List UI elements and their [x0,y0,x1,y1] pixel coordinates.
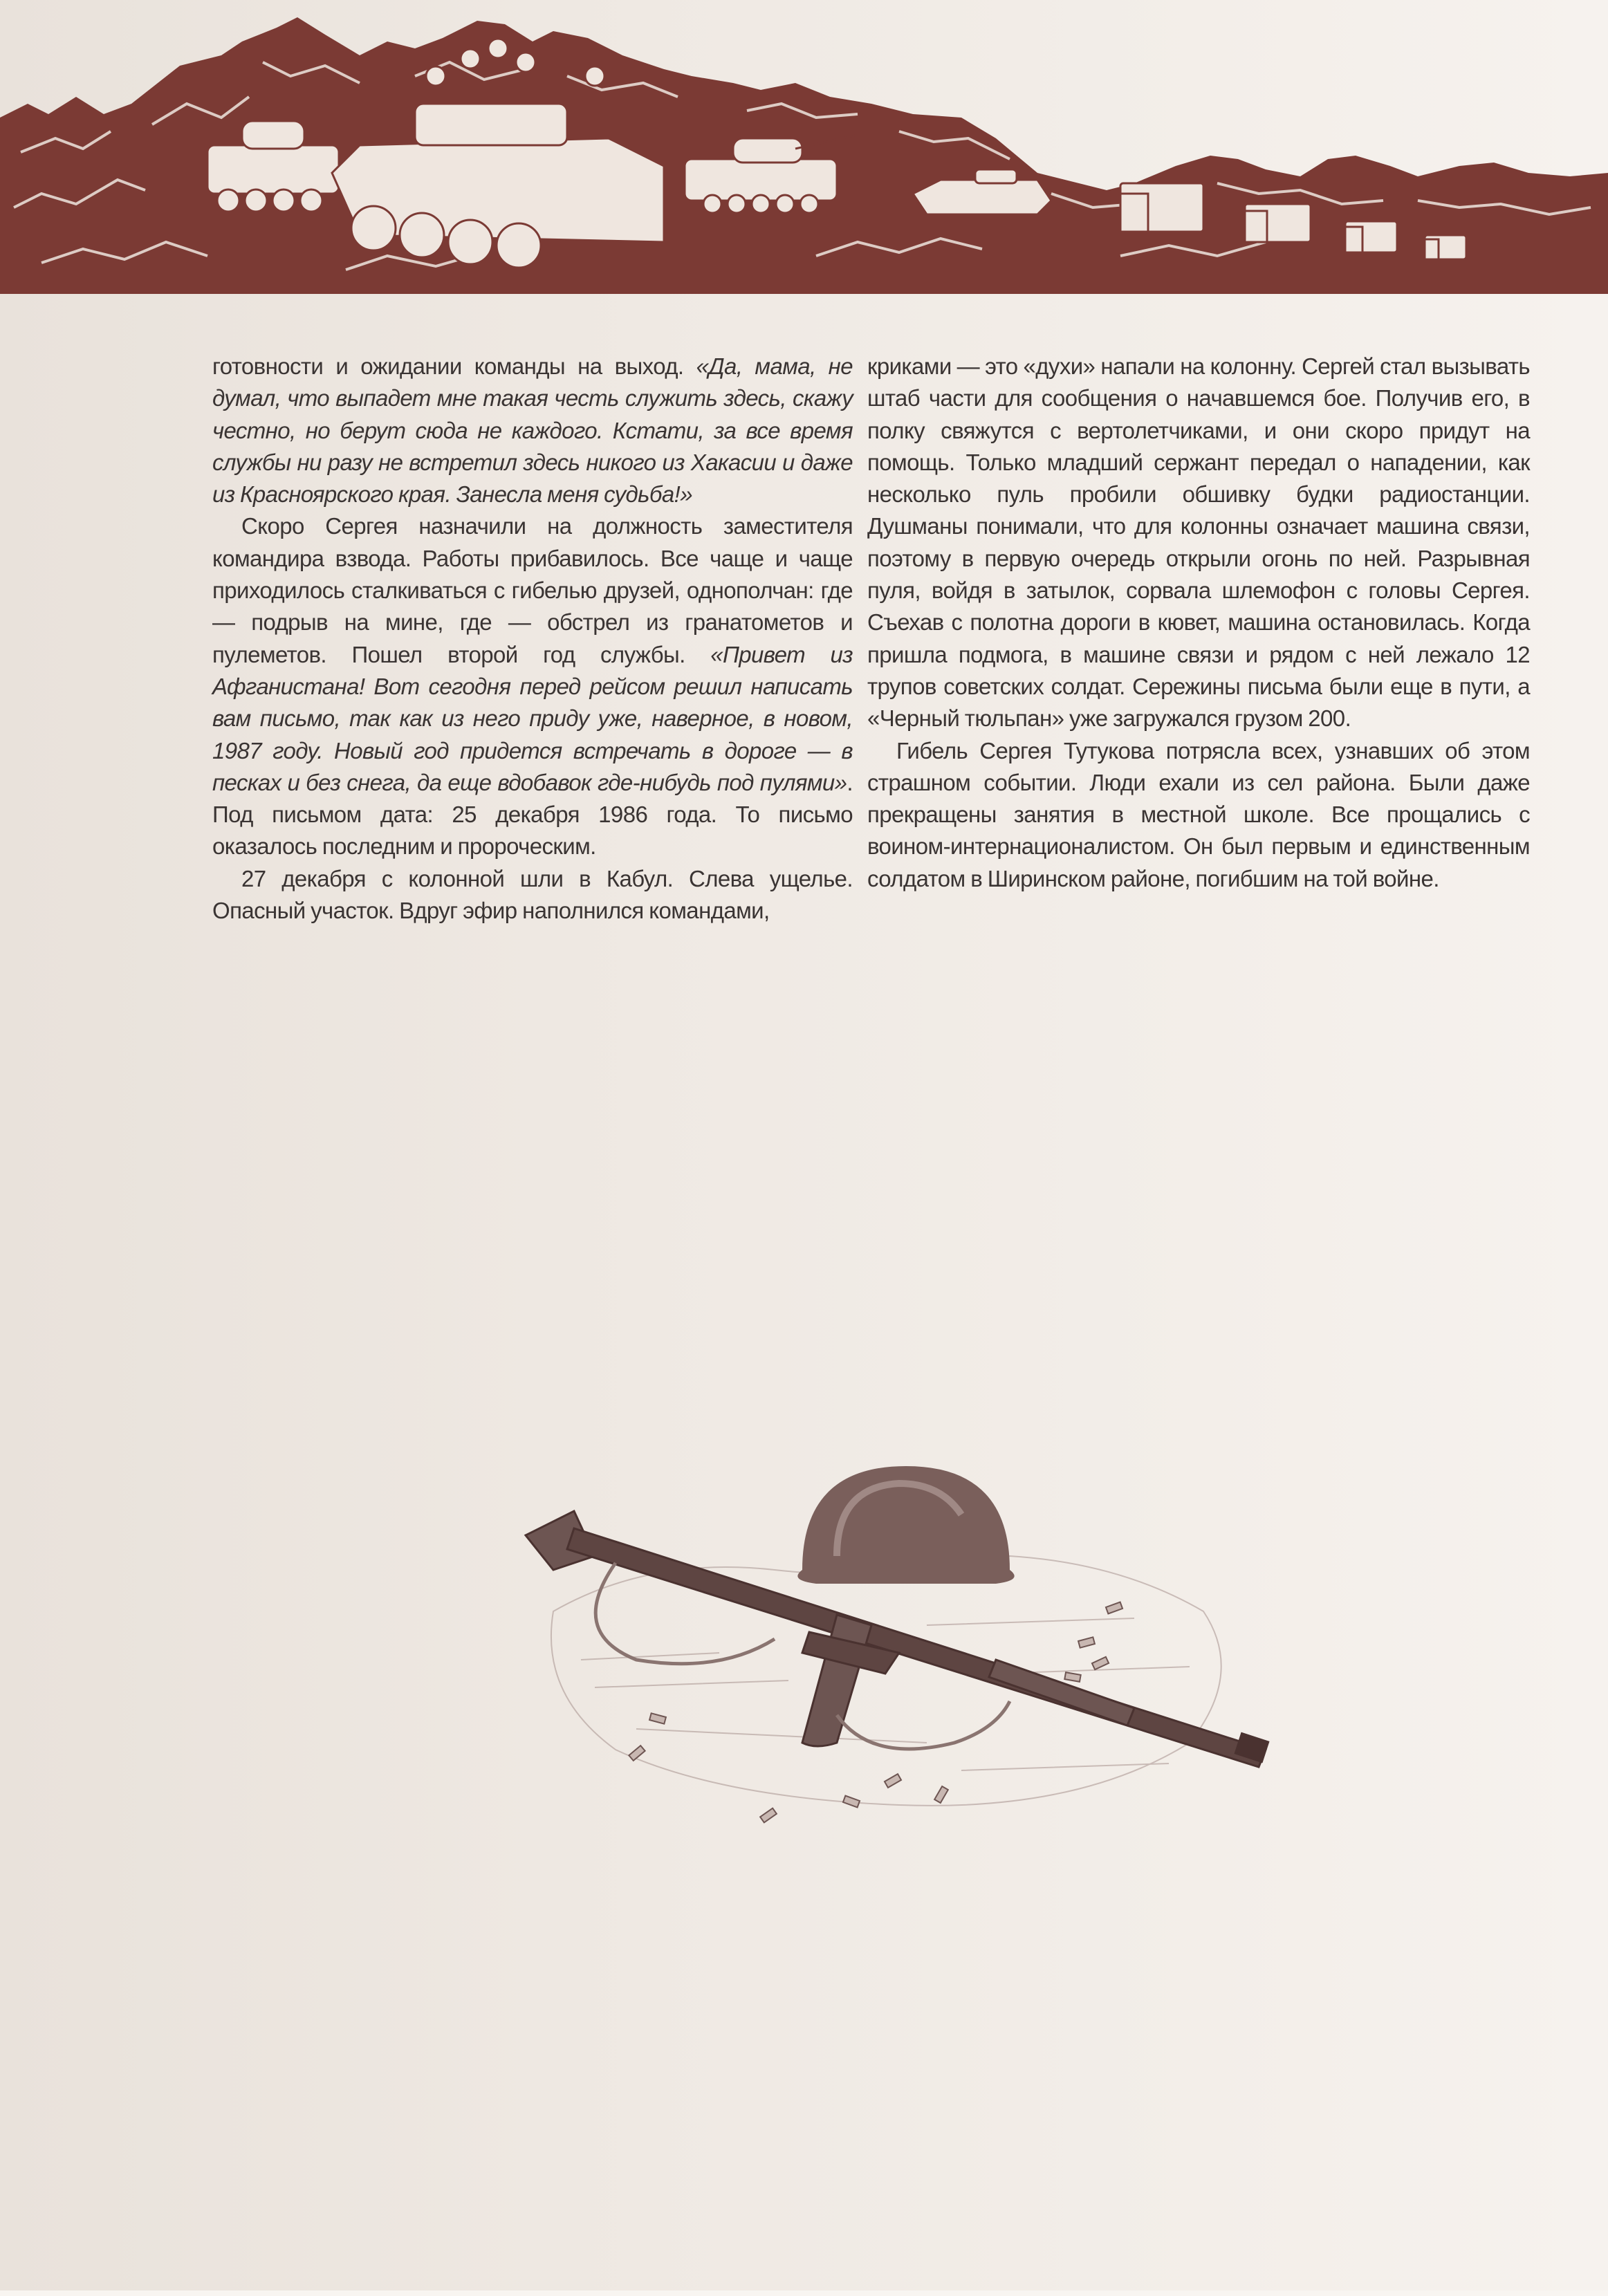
paragraph [867,351,1530,735]
ground-sketch [551,1556,1221,1806]
body-text: криками — это «духи» напали на колонну. Сергей стал вызывать штаб части для сообщения о начавшемся бое. Получив его, в полку свяжутся с вертолетчиками, и они скоро придут на помощь. Только младший сержант передал о нападении, как несколько пуль пробили обшивку будки радиостанции. Душманы понимали, что для колонны означает машина связи, поэтому в первую очередь открыли огонь по ней. Разрывная пуля, войдя в затылок, сорвала шлемофон с головы Сергея. Съехав с полотна дороги в кювет, машина остановилась. Когда пришла подмога, в машине связи и рядом с ней лежало 12 трупов советских солдат. Сережины письма были еще в пути, а «Черный тюльпан» уже загружался грузом 200. [867,353,1530,732]
truck-1 [1120,183,1203,232]
truck-3 [1345,221,1397,252]
body-text: Скоро Сергея назначили на должность заместителя командира взвода. Работы прибавилось. Все чаще и чаще приходилось сталкиваться с гибелью друзей, однополчан: где — подрыв на мине, где — обстрел из гранатометов и пулеметов. Пошел второй год службы. [212,513,853,667]
truck-4 [1425,235,1466,259]
paragraph [212,351,853,510]
paragraph [212,863,853,927]
text-column-left [212,351,853,927]
header-convoy-illustration [0,0,1608,294]
page-bottom-edge [0,2290,1608,2296]
body-text: готовности и ожидании команды на выход. [212,353,696,379]
body-text: 27 декабря с колонной шли в Кабул. Слева ущелье. Опасный участок. Вдруг эфир наполнился командами, [212,865,853,924]
helmet-icon [797,1466,1014,1584]
helmet-rifle-illustration [512,1452,1307,1840]
body-text: . Под письмом дата: 25 декабря 1986 года. То письмо оказалось последним и пророческим. [212,769,853,860]
paragraph [867,735,1530,895]
quoted-letter-text: «Да, мама, не думал, что выпадет мне такая честь служить здесь, скажу честно, но берут сюда не каждого. Кстати, за все время службы ни разу не встретил здесь никого из Хакасии и даже из Красноярского края. Занесла меня судьба!» [212,353,853,508]
body-text: Гибель Сергея Тутукова потрясла всех, узнавших об этом страшном событии. Люди ехали из сел района. Были даже прекращены занятия в местной школе. Все прощались с воином-интернационалистом. Он был первым и единственным солдатом в Ширинском районе, погибшим на той войне. [867,737,1530,891]
truck-2 [1245,204,1311,242]
paragraph [212,510,853,862]
quoted-letter-text: «Привет из Афганистана! Вот сегодня перед рейсом решил написать вам письмо, так как из него приду уже, наверное, в новом, 1987 году. Новый год придется встречать в дороге — в песках и без снега, да еще вдобавок где-нибудь под пулями» [212,641,853,795]
text-column-right [867,351,1530,895]
